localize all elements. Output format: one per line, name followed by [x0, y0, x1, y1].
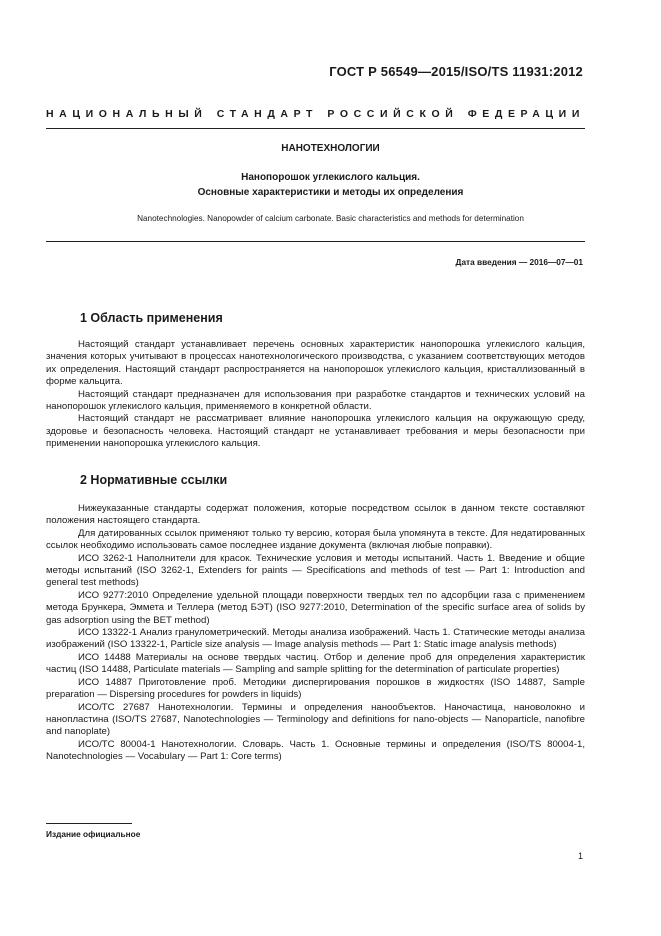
document-subtitle [0, 170, 661, 200]
reference-item: ИСО 9277:2010 Определение удельной площади поверхности твердых тел по адсорбции газа с применением метода Брункера, Эммета и Теллера (метод БЭТ) (ISO 9277:2010, Determination of the specific surface area of solids by gas adsorption using the BET method) [46, 589, 585, 626]
reference-item: ИСО 14488 Материалы на основе твердых частиц. Отбор и деление проб для определения характеристик частиц (ISO 14488, Particulate materials — Sampling and sample splitting for the determination of particulate properties) [46, 651, 585, 676]
paragraph: Настоящий стандарт не рассматривает влияние нанопорошка углекислого кальция на окружающую среду, здоровье и безопасность человека. Настоящий стандарт не устанавливает требования и меры безопасности при применении нанопорошка углекислого кальция. [46, 413, 585, 450]
reference-item: ИСО 14887 Приготовление проб. Методики диспергирования порошков в жидкостях (ISO 14887, Sample preparation — Dispersing procedures for powders in liquids) [46, 676, 585, 701]
section-2-body [46, 503, 585, 764]
banner-word: ФЕДЕРАЦИИ [467, 108, 585, 120]
paragraph: Для датированных ссылок применяют только ту версию, которая была упомянута в тексте. Для недатированных ссылок необходимо использовать самое последнее издание документа (включая любые поправки). [46, 527, 585, 552]
footer-divider [46, 823, 132, 824]
section-1-heading: 1 Область применения [80, 311, 223, 325]
official-edition-note: Издание официальное [46, 829, 141, 839]
standard-code: ГОСТ Р 56549—2015/ISO/TS 11931:2012 [329, 64, 583, 79]
paragraph: Настоящий стандарт устанавливает перечень основных характеристик нанопорошка углекислого кальция, значения которых учитывают в процессах нанотехнологического производства, с указанием соответствующих методов их определения. Настоящий стандарт распространяется на нанопорошок углекислого кальция, кристаллизованный в форме кальцита. [46, 339, 585, 388]
section-1-body [46, 339, 585, 451]
reference-item: ИСО/ТС 27687 Нанотехнологии. Термины и определения нанообъектов. Наночастица, нановолокно и нанопластина (ISO/TS 27687, Nanotechnologies — Terminology and definitions for nano-objects — Nanoparticle, nanofibre and nanoplate) [46, 701, 585, 738]
header-divider [46, 128, 585, 129]
subtitle-line-1: Нанопорошок углекислого кальция. [241, 172, 420, 183]
section-2-heading: 2 Нормативные ссылки [80, 473, 228, 487]
banner-word: СТАНДАРТ [216, 108, 319, 120]
reference-item: ИСО 13322-1 Анализ гранулометрический. Методы анализа изображений. Часть 1. Статические методы анализа изображений (ISO 13322-1, Particle size analysis — Image analysis methods — Part 1: Static image analysis methods) [46, 627, 585, 651]
document-title: НАНОТЕХНОЛОГИИ [281, 143, 380, 154]
banner-word: РОССИЙСКОЙ [327, 108, 459, 120]
introduction-date: Дата введения — 2016—07—01 [455, 257, 583, 267]
page-number: 1 [577, 851, 583, 861]
subtitle-line-2: Основные характеристики и методы их определения [197, 187, 464, 198]
english-title: Nanotechnologies. Nanopowder of calcium carbonate. Basic characteristics and methods for determination [137, 214, 524, 223]
reference-item: ИСО/ТС 80004-1 Нанотехнологии. Словарь. Часть 1. Основные термины и определения (ISO/TS 80004-1, Nanotechnologies — Vocabulary — Part 1: Core terms) [46, 738, 585, 763]
national-standard-banner [46, 108, 585, 120]
banner-word: НАЦИОНАЛЬНЫЙ [46, 108, 208, 120]
paragraph: Настоящий стандарт предназначен для использования при разработке стандартов и технических условий на нанопорошок углекислого кальция, применяемого в конкретной области. [46, 388, 585, 413]
paragraph: Нижеуказанные стандарты содержат положения, которые посредством ссылок в данном тексте составляют положения настоящего стандарта. [46, 503, 585, 527]
reference-item: ИСО 3262-1 Наполнители для красок. Технические условия и методы испытаний. Часть 1. Введение и общие методы испытаний (ISO 3262-1, Extenders for paints — Specifications and methods of test — Part 1: Introduction and general test methods) [46, 552, 585, 589]
title-divider [46, 241, 585, 242]
